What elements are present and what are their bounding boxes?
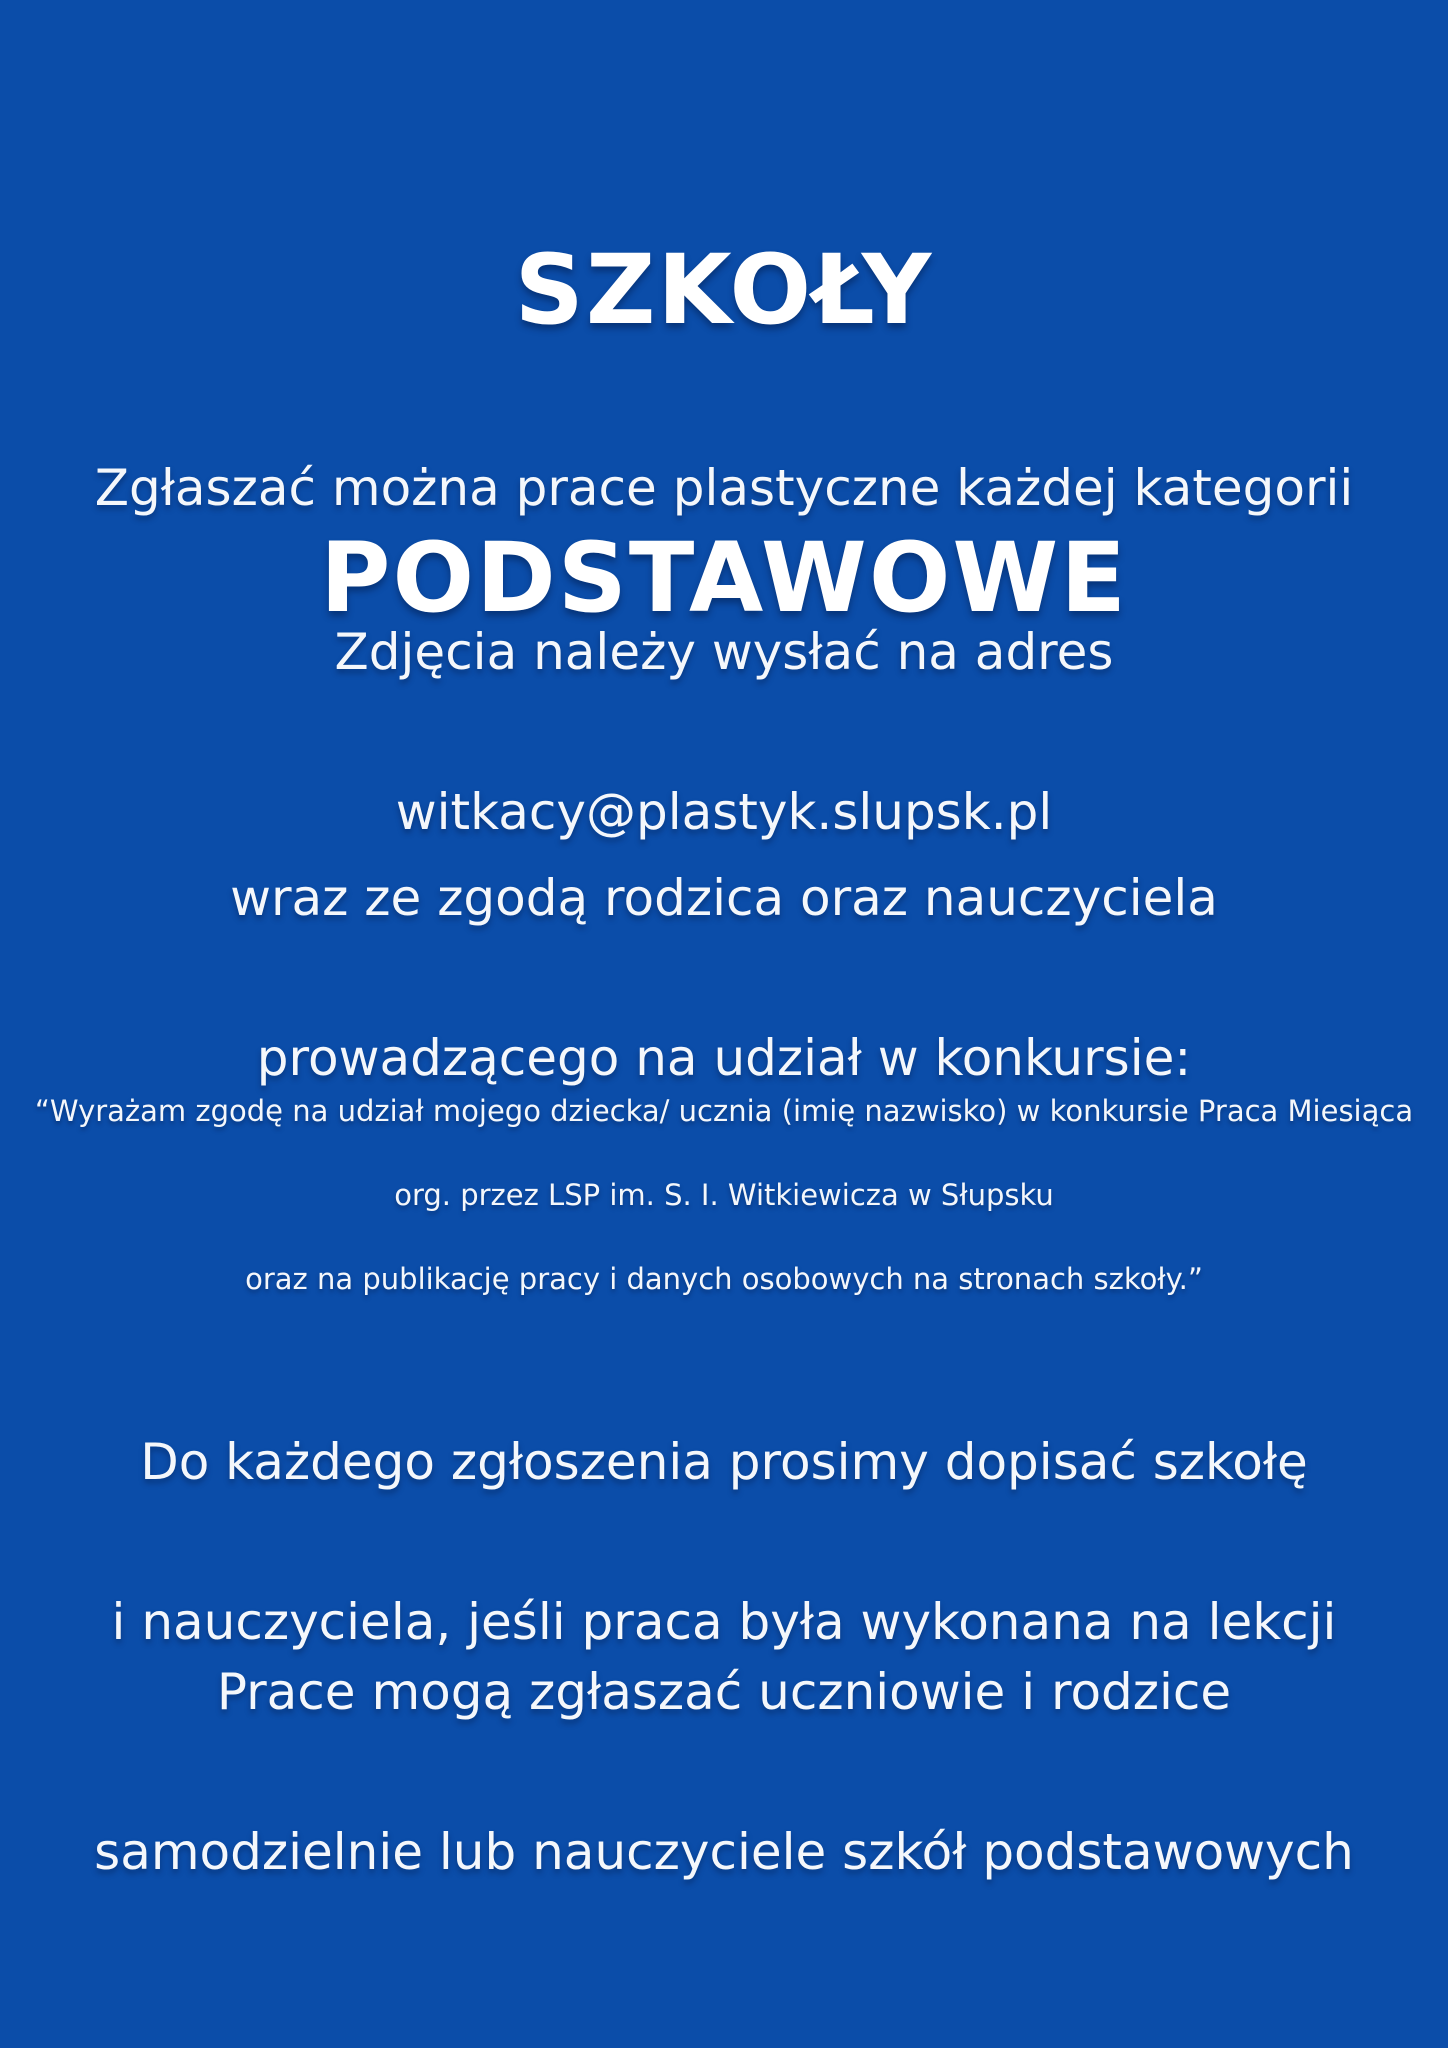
page-title-line-1: SZKOŁY: [514, 234, 934, 347]
eligibility-note-line-1: Prace mogą zgłaszać uczniowie i rodzice: [216, 1663, 1232, 1721]
page-title-line-2: PODSTAWOWE: [320, 522, 1128, 635]
eligibility-note: [0, 1572, 1448, 1972]
consent-quote: [0, 1048, 1448, 1342]
email-instruction-line: Zdjęcia należy wysłać na adres: [334, 623, 1114, 681]
consent-quote-line-3: oraz na publikację pracy i danych osobowych na stronach szkoły.”: [245, 1262, 1203, 1296]
eligibility-note-line-2: samodzielnie lub nauczyciele szkół podstawowych: [94, 1823, 1354, 1881]
consent-instruction-line-2: prowadzącego na udział w konkursie:: [256, 1029, 1192, 1087]
consent-quote-line-1: “Wyrażam zgodę na udział mojego dziecka/ ucznia (imię nazwisko) w konkursie Praca Miesiąca: [34, 1094, 1414, 1128]
submission-note-line-1: Do każdego zgłoszenia prosimy dopisać szkołę: [140, 1433, 1308, 1491]
consent-quote-line-2: org. przez LSP im. S. I. Witkiewicza w Słupsku: [394, 1178, 1054, 1212]
intro-text-line: Zgłaszać można prace plastyczne każdej kategorii: [94, 459, 1354, 517]
email-address: witkacy@plastyk.slupsk.pl: [395, 783, 1053, 841]
submission-note-line-2: i nauczyciela, jeśli praca była wykonana na lekcji: [111, 1593, 1337, 1651]
consent-instruction-line-1: wraz ze zgodą rodzica oraz nauczyciela: [230, 869, 1218, 927]
